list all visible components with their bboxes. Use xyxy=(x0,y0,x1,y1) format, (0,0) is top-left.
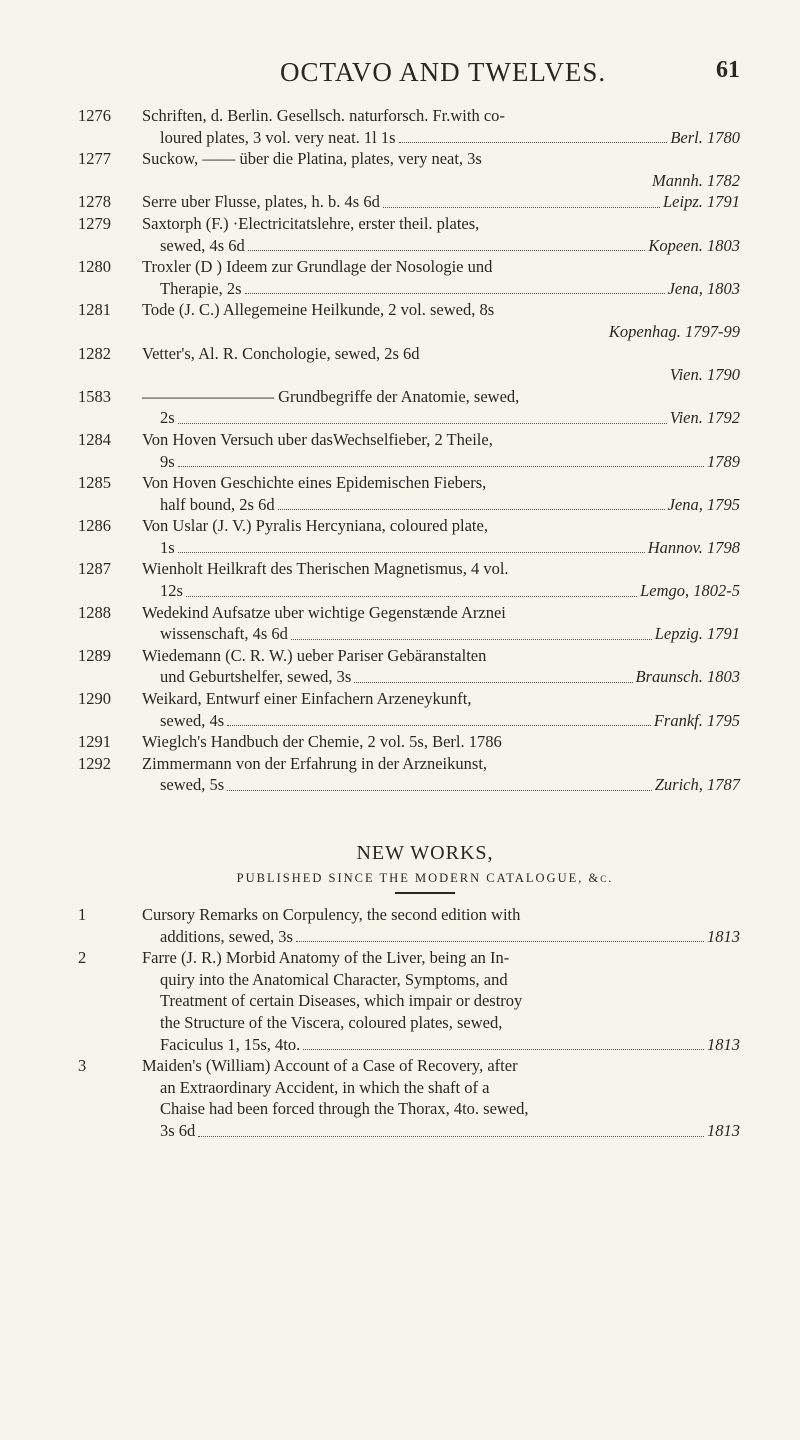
entry-text: Faciculus 1, 15s, 4to. xyxy=(160,1034,301,1054)
entry-number: 3 xyxy=(78,1056,87,1076)
entry-text: Von Uslar (J. V.) Pyralis Hercyniana, coloured plate, xyxy=(142,516,488,536)
entry-text: sewed, 4s xyxy=(160,710,225,730)
entry-line xyxy=(142,148,740,170)
entry-text: Treatment of certain Diseases, which impair or destroy xyxy=(160,991,523,1011)
entry-text: Schriften, d. Berlin. Gesellsch. naturforsch. Fr.with co- xyxy=(142,106,505,125)
entry-text: Suckow, —— über die Platina, plates, very neat, 3s xyxy=(142,149,482,169)
entry-text: wissenschaft, 4s 6d xyxy=(160,624,288,644)
dot-leader xyxy=(178,407,667,424)
entry-line xyxy=(142,926,740,948)
catalogue-entry xyxy=(78,645,740,688)
section-rule xyxy=(395,892,455,894)
entry-line xyxy=(142,753,740,775)
entry-text: additions, sewed, 3s xyxy=(160,926,293,946)
entry-line xyxy=(142,731,740,753)
entry-text: Troxler (D ) Ideem zur Grundlage der Nosologie und xyxy=(142,257,493,277)
dot-leader xyxy=(248,235,646,252)
entry-place-date: Berl. 1780 xyxy=(670,127,740,147)
entry-line xyxy=(142,1055,740,1077)
entry-place-date: 1813 xyxy=(707,1034,740,1054)
entry-place-date: Lepzig. 1791 xyxy=(654,624,740,644)
entry-line xyxy=(142,602,740,624)
entry-number: 1291 xyxy=(78,732,111,752)
entry-line xyxy=(142,558,740,580)
entry-line xyxy=(142,515,740,537)
entry-number: 2 xyxy=(78,948,87,968)
entry-text: Wedekind Aufsatze uber wichtige Gegenstænde Arznei xyxy=(142,602,506,622)
entry-line xyxy=(142,947,740,969)
entry-line xyxy=(142,451,740,473)
dot-leader xyxy=(383,191,660,208)
entry-place-date: Kopeen. 1803 xyxy=(648,235,740,255)
entry-number: 1277 xyxy=(78,149,111,169)
entry-place-date: Vien. 1792 xyxy=(669,408,740,428)
entry-number: 1279 xyxy=(78,213,111,233)
entry-line xyxy=(142,256,740,278)
catalogue-entry xyxy=(78,904,740,947)
entry-line xyxy=(142,580,740,602)
entry-text: the Structure of the Viscera, coloured plates, sewed, xyxy=(160,1012,503,1032)
catalogue-entry xyxy=(78,472,740,515)
section-title: NEW WORKS, xyxy=(356,842,494,864)
dot-leader xyxy=(178,537,645,554)
entry-number: 1282 xyxy=(78,343,111,363)
entry-line xyxy=(142,299,740,321)
entry-line xyxy=(142,1098,740,1120)
entry-text: Farre (J. R.) Morbid Anatomy of the Liver, being an In- xyxy=(142,948,510,968)
entry-place-date: Leipz. 1791 xyxy=(662,192,740,212)
catalogue-entries xyxy=(78,105,740,796)
new-works-entries xyxy=(78,904,740,1142)
entry-place-date: Hannov. 1798 xyxy=(647,537,740,557)
entry-place-date: Kopenhag. 1797-99 xyxy=(608,321,740,341)
page-header xyxy=(110,55,740,95)
entry-line xyxy=(142,105,740,127)
catalogue-entry xyxy=(78,947,740,1055)
dot-leader xyxy=(198,1120,704,1137)
entry-text: Von Hoven Geschichte eines Epidemischen Fiebers, xyxy=(142,473,487,493)
entry-text: Weikard, Entwurf einer Einfachern Arzeneykunft, xyxy=(142,689,472,709)
running-title: OCTAVO AND TWELVES. xyxy=(280,57,607,87)
entry-number: 1292 xyxy=(78,753,111,773)
entry-text: 1s xyxy=(160,537,175,557)
entry-line xyxy=(142,969,740,991)
dot-leader xyxy=(186,580,637,597)
catalogue-entry xyxy=(78,602,740,645)
catalogue-entry xyxy=(78,148,740,191)
entry-line xyxy=(142,623,740,645)
dot-leader xyxy=(399,127,668,144)
entry-place-date: 1813 xyxy=(707,1120,740,1140)
entry-place-date: Jena, 1795 xyxy=(667,494,740,514)
entry-line xyxy=(142,429,740,451)
entry-place-date: 1813 xyxy=(707,926,740,946)
entry-number: 1583 xyxy=(78,386,111,406)
entry-text: Tode (J. C.) Allegemeine Heilkunde, 2 vol. sewed, 8s xyxy=(142,300,495,320)
entry-place-date: 1789 xyxy=(707,451,740,471)
entry-text: Serre uber Flusse, plates, h. b. 4s 6d xyxy=(142,192,380,212)
entry-number: 1289 xyxy=(78,645,111,665)
entry-place-date: Jena, 1803 xyxy=(667,278,740,298)
catalogue-entry xyxy=(78,256,740,299)
entry-number: 1284 xyxy=(78,429,111,449)
entry-line xyxy=(142,1034,740,1056)
entry-place-date: Zurich, 1787 xyxy=(654,775,740,795)
entry-line xyxy=(142,235,740,257)
dot-leader xyxy=(227,710,651,727)
entry-line xyxy=(142,191,740,213)
catalogue-entry xyxy=(78,753,740,796)
entry-number: 1278 xyxy=(78,192,111,212)
dot-leader xyxy=(303,1034,704,1051)
entry-text: sewed, 5s xyxy=(160,775,225,795)
catalogue-entry xyxy=(78,343,740,386)
entry-number: 1280 xyxy=(78,257,111,277)
entry-line xyxy=(142,904,740,926)
catalogue-entry xyxy=(78,386,740,429)
entry-line xyxy=(142,407,740,429)
entry-line xyxy=(142,472,740,494)
entry-place-date: Braunsch. 1803 xyxy=(635,667,740,687)
entry-line xyxy=(142,1120,740,1142)
catalogue-entry xyxy=(78,515,740,558)
catalogue-entry xyxy=(78,429,740,472)
entry-line xyxy=(142,710,740,732)
entry-number: 1 xyxy=(78,905,87,924)
entry-text: Chaise had been forced through the Thorax, 4to. sewed, xyxy=(160,1099,529,1119)
entry-line xyxy=(142,990,740,1012)
entry-line xyxy=(142,343,740,365)
entry-number: 1288 xyxy=(78,602,111,622)
entry-line xyxy=(142,666,740,688)
entry-line xyxy=(142,494,740,516)
entry-line xyxy=(142,537,740,559)
entry-place-date: Frankf. 1795 xyxy=(653,710,740,730)
entry-line xyxy=(142,645,740,667)
catalogue-entry xyxy=(78,1055,740,1141)
entry-text: an Extraordinary Accident, in which the shaft of a xyxy=(160,1077,490,1097)
dot-leader xyxy=(354,666,632,683)
dot-leader xyxy=(296,926,704,943)
new-works-section xyxy=(110,842,740,894)
entry-line xyxy=(142,213,740,235)
entry-text: Therapie, 2s xyxy=(160,278,242,298)
entry-line xyxy=(142,127,740,149)
entry-line xyxy=(142,1012,740,1034)
entry-text: Wieglch's Handbuch der Chemie, 2 vol. 5s, Berl. 1786 xyxy=(142,732,502,752)
entry-text: ———————— Grundbegriffe der Anatomie, sewed, xyxy=(142,386,520,406)
entry-line xyxy=(142,278,740,300)
entry-text: Maiden's (William) Account of a Case of Recovery, after xyxy=(142,1056,518,1076)
entry-number: 1286 xyxy=(78,516,111,536)
entry-text: loured plates, 3 vol. very neat. 1l 1s xyxy=(160,127,396,147)
catalogue-entry xyxy=(78,731,740,753)
entry-text: 12s xyxy=(160,581,183,601)
dot-leader xyxy=(291,623,652,640)
entry-line xyxy=(142,774,740,796)
section-subtitle: PUBLISHED SINCE THE MODERN CATALOGUE, &c. xyxy=(236,871,614,885)
page-number: 61 xyxy=(716,57,740,83)
catalogue-entry xyxy=(78,299,740,342)
entry-text: quiry into the Anatomical Character, Symptoms, and xyxy=(160,969,508,989)
entry-line xyxy=(142,1077,740,1099)
entry-text: 2s xyxy=(160,408,175,428)
entry-text: sewed, 4s 6d xyxy=(160,235,245,255)
entry-place-date: Vien. 1790 xyxy=(669,365,740,385)
entry-text: Von Hoven Versuch uber dasWechselfieber, 2 Theile, xyxy=(142,429,493,449)
catalogue-entry xyxy=(78,213,740,256)
catalogue-entry xyxy=(78,105,740,148)
entry-number: 1276 xyxy=(78,106,111,125)
entry-text: Cursory Remarks on Corpulency, the second edition with xyxy=(142,905,521,924)
entry-text: Vetter's, Al. R. Conchologie, sewed, 2s 6d xyxy=(142,343,420,363)
entry-text: half bound, 2s 6d xyxy=(160,494,275,514)
entry-line xyxy=(142,688,740,710)
entry-number: 1281 xyxy=(78,300,111,320)
entry-place-date: Mannh. 1782 xyxy=(652,170,740,190)
entry-text: Wienholt Heilkraft des Therischen Magnetismus, 4 vol. xyxy=(142,559,509,579)
entry-line xyxy=(142,386,740,408)
dot-leader xyxy=(227,774,652,791)
entry-place-date: Lemgo, 1802-5 xyxy=(640,581,740,601)
entry-text: 3s 6d xyxy=(160,1120,196,1140)
catalogue-entry xyxy=(78,558,740,601)
catalogue-entry xyxy=(78,191,740,213)
dot-leader xyxy=(178,451,704,468)
entry-text: und Geburtshelfer, sewed, 3s xyxy=(160,667,352,687)
entry-text: Saxtorph (F.) ·Electricitatslehre, erster theil. plates, xyxy=(142,213,480,233)
entry-number: 1285 xyxy=(78,473,111,493)
entry-text: 9s xyxy=(160,451,175,471)
entry-text: Zimmermann von der Erfahrung in der Arzneikunst, xyxy=(142,753,488,773)
entry-number: 1287 xyxy=(78,559,111,579)
dot-leader xyxy=(245,278,665,295)
entry-text: Wiedemann (C. R. W.) ueber Pariser Gebäranstalten xyxy=(142,645,487,665)
entry-number: 1290 xyxy=(78,689,111,709)
catalogue-entry xyxy=(78,688,740,731)
dot-leader xyxy=(278,494,665,511)
